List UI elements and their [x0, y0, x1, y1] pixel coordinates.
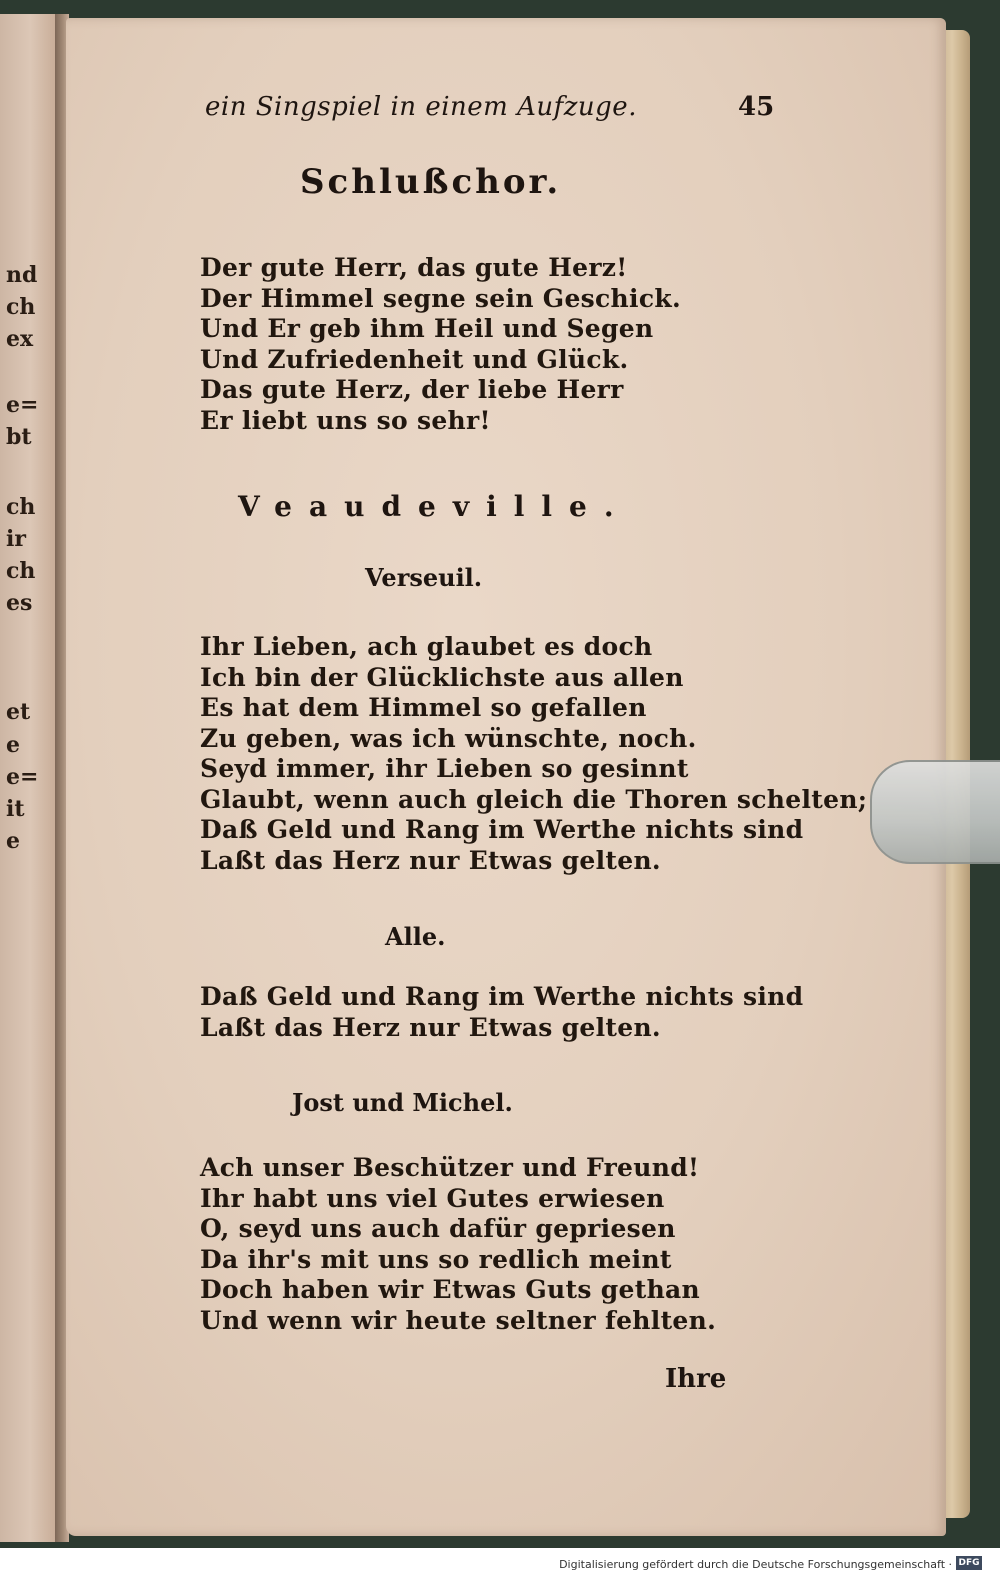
- left-fragment: it: [6, 796, 25, 822]
- verseuil-heading: Verseuil.: [365, 563, 483, 592]
- left-fragment: ch: [6, 294, 36, 320]
- left-fragment: ch: [6, 558, 36, 584]
- schlusschor-verse: [200, 253, 681, 436]
- left-fragment: ex: [6, 326, 34, 352]
- verse-line: Das gute Herz, der liebe Herr: [200, 375, 624, 404]
- verse-line: Und wenn wir heute seltner fehlten.: [200, 1305, 717, 1335]
- footer-credit: Digitalisierung gefördert durch die Deutsche Forschungsgemeinschaft ·: [559, 1558, 952, 1571]
- verse-line: Ihr habt uns viel Gutes erwiesen: [200, 1183, 665, 1213]
- verse-line: Und Er geb ihm Heil und Segen: [200, 314, 654, 343]
- verse-line: Der gute Herr, das gute Herz!: [200, 253, 628, 282]
- alle-heading: Alle.: [385, 922, 446, 951]
- verse-line: Ich bin der Glücklichste aus allen: [200, 662, 684, 692]
- verse-line: Daß Geld und Rang im Werthe nichts sind: [200, 982, 804, 1011]
- vaudeville-verse: [200, 632, 867, 876]
- page-clip-tab: [870, 760, 1000, 864]
- left-fragment: bt: [6, 424, 32, 450]
- page-number: 45: [738, 92, 775, 122]
- verse-line: Zu geben, was ich wünschte, noch.: [200, 723, 697, 753]
- verse-line: Und Zufriedenheit und Glück.: [200, 344, 629, 374]
- catchword: Ihre: [665, 1364, 727, 1394]
- left-fragment: e: [6, 732, 20, 758]
- left-fragment: e: [6, 828, 20, 854]
- verse-line: Glaubt, wenn auch gleich die Thoren schelten;: [200, 784, 868, 814]
- verse-line: Ach unser Beschützer und Freund!: [200, 1153, 700, 1182]
- verse-line: Daß Geld und Rang im Werthe nichts sind: [200, 815, 804, 844]
- verse-line: Es hat dem Himmel so gefallen: [200, 693, 647, 722]
- left-page-fragment: [0, 14, 56, 1542]
- left-fragment: nd: [6, 262, 38, 288]
- left-fragment: ch: [6, 494, 36, 520]
- left-fragment: ir: [6, 526, 26, 552]
- left-fragment: e=: [6, 764, 39, 790]
- verse-line: Laßt das Herz nur Etwas gelten.: [200, 845, 661, 875]
- dfg-logo: DFG: [956, 1556, 982, 1570]
- vaudeville-title: Veaudeville.: [238, 490, 631, 523]
- verse-line: Laßt das Herz nur Etwas gelten.: [200, 1012, 661, 1042]
- verse-line: Ihr Lieben, ach glaubet es doch: [200, 632, 653, 661]
- verse-line: Er liebt uns so sehr!: [200, 405, 491, 435]
- left-fragment: et: [6, 699, 31, 725]
- verse-line: Doch haben wir Etwas Guts gethan: [200, 1275, 701, 1304]
- schlusschor-title: Schlußchor.: [300, 162, 562, 202]
- verse-line: O, seyd uns auch dafür gepriesen: [200, 1214, 676, 1243]
- verse-line: Der Himmel segne sein Geschick.: [200, 283, 681, 313]
- left-fragment: e=: [6, 392, 39, 418]
- running-head: ein Singspiel in einem Aufzuge.: [205, 92, 637, 122]
- jost-michel-heading: Jost und Michel.: [292, 1088, 513, 1117]
- left-fragment: es: [6, 590, 33, 616]
- jost-michel-verse: [200, 1153, 716, 1336]
- alle-verse: [200, 982, 803, 1043]
- verse-line: Seyd immer, ihr Lieben so gesinnt: [200, 754, 689, 783]
- verse-line: Da ihr's mit uns so redlich meint: [200, 1244, 672, 1274]
